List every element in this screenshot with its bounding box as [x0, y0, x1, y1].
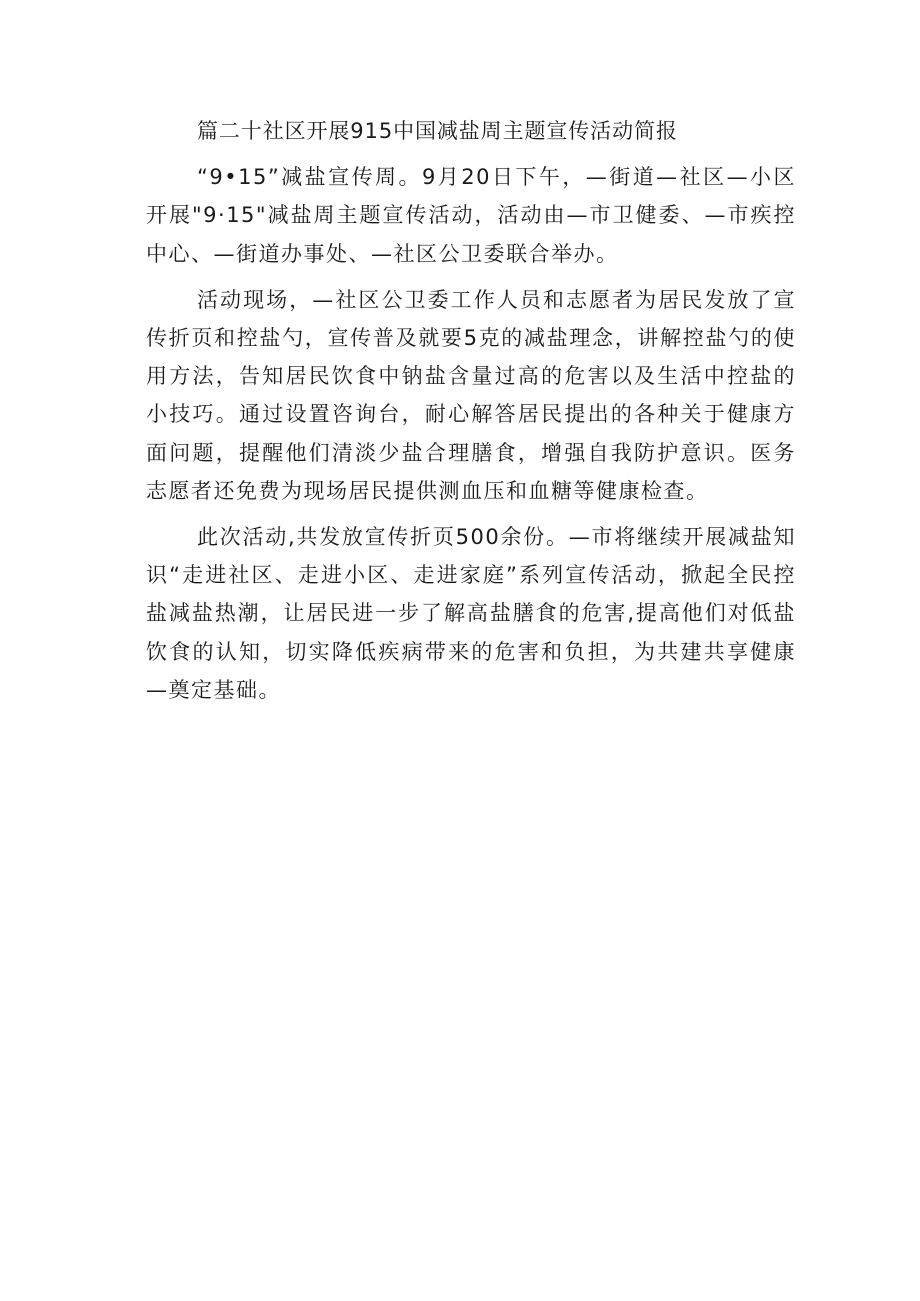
paragraph-activity-site: 活动现场，—社区公卫委工作人员和志愿者为居民发放了宣传折页和控盐勺，宣传普及就要5克的减盐理念，讲解控盐勺的使用方法，告知居民饮食中钠盐含量过高的危害以及生活中控盐的小技巧。通过设置咨询台，耐心解答居民提出的各种关于健康方面问题，提醒他们清淡少盐合理膳食，增强自我防护意识。医务志愿者还免费为现场居民提供测血压和血糖等健康检查。: [146, 287, 796, 503]
paragraph-announcement: “9•15”减盐宣传周。9月20日下午，—街道—社区—小区开展"9·15"减盐周主题宣传活动，活动由—市卫健委、—市疾控中心、—街道办事处、—社区公卫委联合举办。: [146, 165, 796, 266]
paragraph-summary: 此次活动,共发放宣传折页500余份。—市将继续开展减盐知识“走进社区、走进小区、走进家庭”系列宣传活动，掀起全民控盐减盐热潮，让居民进一步了解高盐膳食的危害,提高他们对低盐饮食的认知，切实降低疾病带来的危害和负担，为共建共享健康—奠定基础。: [146, 525, 796, 702]
document-title: 篇二十社区开展915中国减盐周主题宣传活动简报: [197, 119, 678, 143]
document-body: [146, 112, 796, 709]
